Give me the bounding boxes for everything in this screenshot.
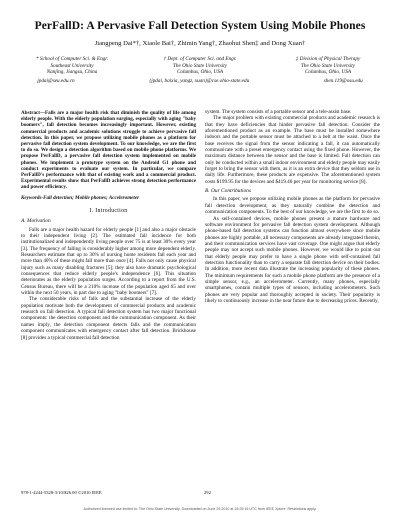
subsection-heading: B. Our Contributions <box>205 188 251 195</box>
body-paragraph: The considerable risks of falls and the substantial increase of the elderly population motivate both the development of commercial products and academic research on fall detection. A typical fall detection system has two major functional components: the detection component and the communication component. As their names imply, the detection component detects falls and the communication component communicates with emergency contact after fall detection. Brickhouse [8] provides a typical commercial fall detection <box>21 296 196 341</box>
abstract: Abstract—Falls are a major health risk that diminish the quality of life among elderly people. With the elderly population surging, especially with aging "baby boomers", fall detection becomes increasingly important. However, existing commercial products and academic solutions struggle to achieve pervasive fall detection. In this paper, we propose utilizing mobile phones as a platform for pervasive fall detection system development. To our knowledge, we are the first to do so. We design a detection algorithm based on mobile phone platforms. We propose PerFallD, a pervasive fall detection system implemented on mobile phones. We implement a prototype system on the Android G1 phone and conduct experiments to evaluate our system. In particular, we compare PerFallD's performance with that of existing work and a commercial product. Experimental results show that PerFallD achieves strong detection performance and power efficiency. <box>21 110 196 191</box>
body-paragraph: As self-contained devices, mobile phones present a mature hardware and software environment for pervasive fall detection system development. Although phone-based fall detection systems can function almost everywhere since mobile phones are highly portable, all necessary components are already integrated therein, and their communication services have vast coverage. One might argue that elderly people may not accept such mobile phones. However, we would like to point out that elderly people may prefer to have a single phone with self-contained fall detection functionality than to carry a separate fall detection device on their bodies. In addition, more recent data illustrate the increasing popularity of these phones. The minimum requirements for such a mobile phone platform are the presence of a simple sensor, e.g., an accelerometer. Currently, many phones, especially smartphones, contain multiple types of sensors, including accelerometers. Such phones are very popular and thoroughly accepted in society. Their popularity is likely to continuously increase in the near future due to decreasing prices. Recently, <box>205 215 380 304</box>
copyright-line: 978-1-4244-5328-3/10/$26.00 ©2010 IEEE <box>21 490 102 495</box>
body-paragraph: Falls are a major health hazard for elderly people [1] and also a major obstacle to their independent living [2]. The estimated fall incidence for both institutionalized and independently living people over 75 is at least 30% every year [3]. The frequency of falling is considerably higher among more dependent elderly. Researchers estimate that up to 30% of nursing home residents fall each year and more than 40% of these might fall more than once [4]. Falls not only cause physical injury such as many disabling fractures [5]; they also have dramatic psychological consequences that reduce elderly people's independence [6]. This situation deteriorates as the elderly population surges. According to a report from the U.S. Census Bureau, there will be a 210% increase of the population aged 65 and over within the next 50 years, in part due to aging "baby boomers" [7]. <box>21 226 196 297</box>
paper-title: PerFallD: A Pervasive Fall Detection System Using Mobile Phones <box>34 20 366 32</box>
section-heading: I. Introduction <box>89 207 128 214</box>
left-column <box>21 110 196 341</box>
affiliation-2: † Dept. of Computer Sci. and Engr. The Ohio State University Columbus, Ohio, USA <box>163 56 237 76</box>
affiliations <box>8 56 392 76</box>
body-paragraph: The major problem with existing commercial products and academic research is that they have deficiencies that hinder pervasive fall detection. Consider the aforementioned product as an example. The base must be installed somewhere indoors and the portable sensor must be attached to a belt at the waist. Once the base receives the signal from the sensor indicating a fall, it can automatically communicate with a preset emergency contact using the fixed phone. However, the maximum distance between the sensor and the base is limited. Fall detection can only be conducted within a small indoor environment and elderly people may easily forget to bring the sensor with them, as it is an extra device that they seldom use in daily life. Furthermore, these products are expensive. The aforementioned system costs $199.95 for the devices and $419.40 per year for monitoring service [8]. <box>205 115 380 185</box>
body-paragraph: In this paper, we propose utilizing mobile phones as the platform for pervasive fall detection development, as they naturally combine the detection and communication components. To the best of our knowledge, we are the first to do so. <box>205 196 380 216</box>
affiliation-1: * School of Computer Sci. & Engr. Southeast University Nanjing, Jiangsu, China <box>35 56 109 76</box>
body-paragraph: system. The system consists of a portable sensor and a tele-assist base. <box>205 109 352 115</box>
email-2: {jpdai, baixia, yangz, xuan}@cse.ohio-state.edu <box>149 78 250 84</box>
keywords: Keywords-Fall detection; Mobile phones; Accelerometer <box>21 194 140 201</box>
page-footer <box>21 490 381 495</box>
author-list: Jiangpeng Dai*†, Xiaole Bai†, Zhimin Yang†, Zhaohui Shen‡ and Dong Xuan† <box>94 40 306 47</box>
subsection-heading: A. Motivation <box>21 218 51 225</box>
email-row <box>0 78 400 84</box>
right-column <box>205 109 380 304</box>
page-number: 292 <box>204 490 211 495</box>
email-3: shen.119@osu.edu <box>323 78 363 84</box>
affiliation-3: ‡ Division of Physical Therapy The Ohio State University Columbus, Ohio, USA <box>295 56 361 76</box>
email-1: jpdai@seu.edu.cn <box>37 78 75 84</box>
authorized-use-note: Authorized licensed use limited to: The Ohio State University. Downloaded on June 29,2010 at 15:25:16 UTC from IEEE Xplore. Restrictions apply. <box>83 507 317 511</box>
